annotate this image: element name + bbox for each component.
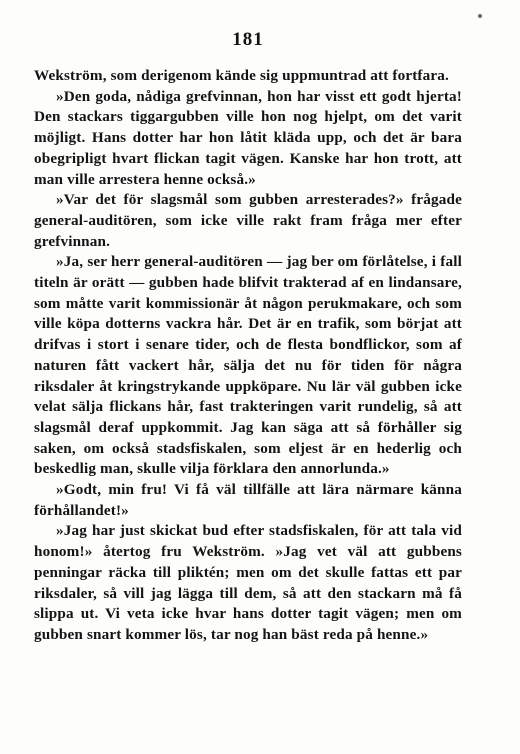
- paragraph-4: »Ja, ser herr general-auditören — jag ber om förlåtelse, i fall titeln är orätt — gubben hade blifvit trakterad af en lindansare, som måtte varit kommissionär åt någon perukmakare, och som ville köpa dotterns vackra hår. Det är en trafik, som börjat att drifvas i stort i senare tider, och de flesta bondflickor, som af naturen fått vackert hår, sälja det nu för tiden för några riksdaler åt kringstrykande uppköpare. Nu lär väl gubben icke velat sälja flickans hår, fast trakteringen varit rundelig, så att slagsmål deraf uppkommit. Jag kan säga att så förhåller sig saken, om också stadsfiskalen, som eljest är en hederlig och beskedlig man, skulle vilja förklara den annorlunda.»: [34, 253, 462, 478]
- paragraph-5: »Godt, min fru! Vi få väl tillfälle att lära närmare känna förhållandet!»: [34, 481, 462, 519]
- paragraph-6: »Jag har just skickat bud efter stadsfiskalen, för att tala vid honom!» återtog fru Wekström. »Jag vet väl att gubbens penningar räcka till pliktén; men om det skulle fattas ett par riksdaler, så vill jag lägga till dem, så att den stackarn må få slippa ut. Vi veta icke hvar hans dotter tagit vägen; men om gubben snart kommer lös, tar nog han bäst reda på henne.»: [34, 522, 462, 643]
- body-text: [34, 66, 462, 646]
- ink-speck: [478, 14, 482, 18]
- paragraph-1: Wekström, som derigenom kände sig uppmuntrad att fortfara.: [34, 67, 449, 84]
- paragraph-2: »Den goda, nådiga grefvinnan, hon har visst ett godt hjerta! Den stackars tiggargubben ville hon nog hjelpt, om det varit möjligt. Hans dotter har hon låtit kläda upp, och det är bara obegripligt hvart flickan tagit vägen. Kanske har hon trott, att man ville arrestera henne också.»: [34, 87, 462, 188]
- page-number: 181: [232, 29, 264, 50]
- paragraph-3: »Var det för slagsmål som gubben arresterades?» frågade general-auditören, som icke ville rakt fram fråga mer efter grefvinnan.: [34, 191, 462, 250]
